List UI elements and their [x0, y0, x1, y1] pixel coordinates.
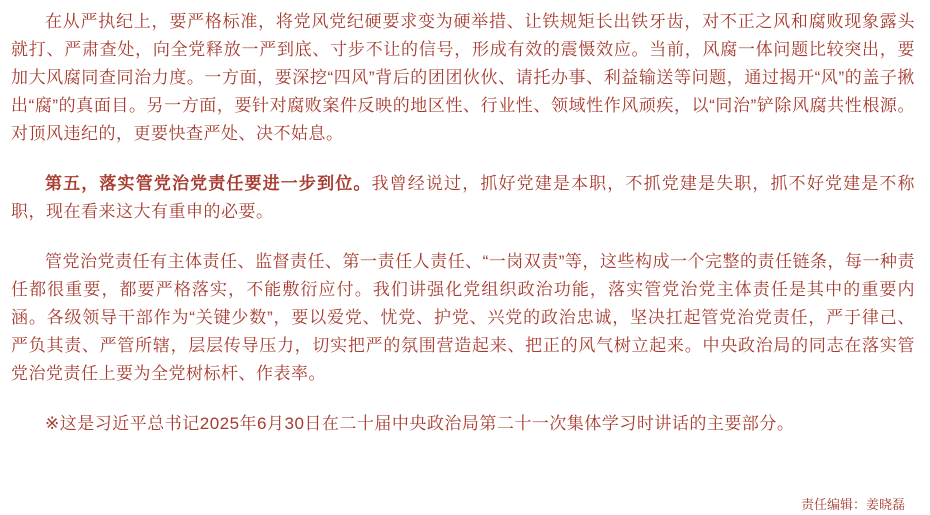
fifth-point-lead-bold: 第五，落实管党治党责任要进一步到位。: [45, 174, 372, 193]
fifth-point-rest: 我曾经说过，抓好党建是本职，不抓党建是失职，抓不好党建是不称职，现在看来这大有重申的必要。: [11, 174, 916, 221]
editor-credit: 责任编辑：姜晓磊: [800, 497, 905, 512]
paragraph-discipline: 在从严执纪上，要严格标准，将党风党纪硬要求变为硬举措、让铁规矩长出铁牙齿，对不正之风和腐败现象露头就打、严肃查处，向全党释放一严到底、寸步不让的信号，形成有效的震慑效应。当前，风腐一体问题比较突出，要加大风腐同查同治力度。一方面，要深挖“四风”背后的团团伙伙、请托办事、利益输送等问题，通过揭开“风”的盖子揪出“腐”的真面目。另一方面，要针对腐败案件反映的地区性、行业性、领域性作风顽疾，以“同治”铲除风腐共性根源。对顶风违纪的，更要快查严处、决不姑息。: [11, 12, 915, 143]
paragraph-responsibility: 管党治党责任有主体责任、监督责任、第一责任人责任、“一岗双责”等，这些构成一个完整的责任链条，每一种责任都很重要，都要严格落实，不能敷衍应付。我们讲强化党组织政治功能，落实管党治党主体责任是其中的重要内涵。各级领导干部作为“关键少数”，要以爱党、忧党、护党、兴党的政治忠诚，坚决扛起管党治党责任，严于律己、严负其责、严管所辖，层层传导压力，切实把严的氛围营造起来、把正的风气树立起来。中央政治局的同志在落实管党治党责任上要为全党树标杆、作表率。: [11, 252, 915, 383]
paragraph-source-note: ※这是习近平总书记2025年6月30日在二十届中央政治局第二十一次集体学习时讲话的主要部分。: [45, 414, 795, 433]
paragraph-fifth-point: [11, 170, 915, 226]
